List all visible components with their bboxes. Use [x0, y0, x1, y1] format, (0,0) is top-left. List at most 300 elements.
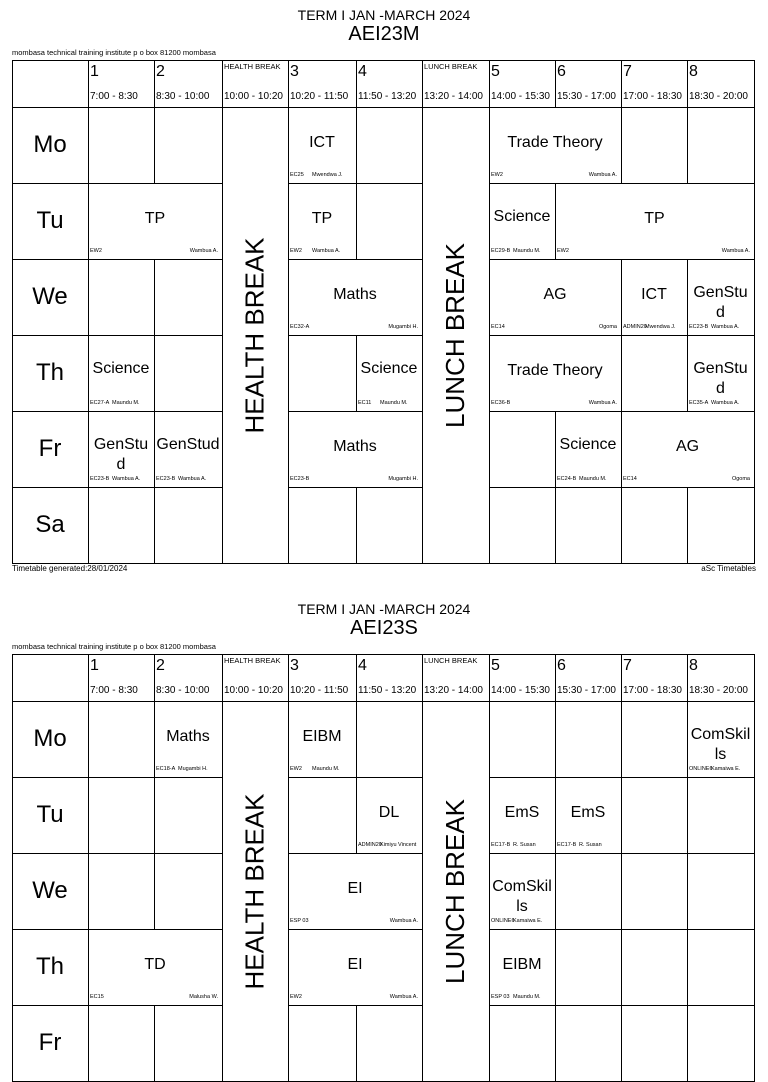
health-break-label — [222, 107, 288, 563]
grid-line — [621, 487, 622, 563]
lesson-subject: EmS — [570, 804, 606, 821]
period-number: 6 — [557, 657, 566, 674]
grid-line — [422, 411, 423, 487]
grid-line — [687, 701, 688, 777]
grid-line — [288, 259, 356, 260]
period-time: 15:30 - 17:00 — [557, 91, 616, 102]
grid-line — [621, 411, 622, 487]
period-header-break: LUNCH BREAK — [424, 656, 478, 665]
lesson-teacher: Ogoma — [731, 476, 750, 482]
grid-line — [222, 107, 223, 183]
break-text: HEALTH BREAK — [239, 236, 270, 434]
lesson-teacher: Mugambi H. — [388, 476, 418, 482]
grid-line — [489, 1005, 490, 1081]
grid-line — [12, 259, 88, 260]
grid-line — [88, 777, 89, 853]
grid-line — [88, 411, 89, 487]
lesson-subject: GenStud — [156, 436, 220, 453]
grid-line — [687, 487, 754, 488]
grid-line — [12, 853, 88, 854]
break-text: HEALTH BREAK — [239, 792, 270, 990]
period-header-break: LUNCH BREAK — [424, 62, 478, 71]
day-label: Th — [35, 953, 64, 980]
lesson-subject: Science — [559, 436, 617, 453]
grid-line — [88, 853, 154, 854]
grid-line — [687, 183, 754, 184]
lesson-teacher: Mugambi H. — [388, 324, 418, 330]
grid-line — [288, 853, 356, 854]
lesson-subject: Trade Theory — [507, 362, 603, 379]
grid-line — [489, 654, 490, 701]
lesson-teacher: Kimiyu Vincent — [380, 842, 417, 848]
grid-line — [621, 929, 687, 930]
grid-line — [154, 335, 155, 411]
grid-line — [12, 60, 13, 564]
lesson-cell[interactable] — [489, 853, 555, 929]
grid-line — [422, 60, 423, 107]
grid-line — [154, 777, 155, 853]
grid-line — [489, 929, 490, 1005]
period-header-break: HEALTH BREAK — [224, 62, 281, 71]
grid-line — [154, 701, 155, 777]
lesson-teacher: Maundu M. — [579, 476, 607, 482]
grid-line — [356, 107, 357, 183]
grid-line — [687, 335, 754, 336]
lesson-cell[interactable] — [288, 259, 422, 335]
day-label: Fr — [38, 1029, 62, 1056]
period-number: 7 — [623, 657, 632, 674]
grid-line — [88, 929, 89, 1005]
day-label: Tu — [36, 207, 64, 234]
grid-line — [12, 654, 13, 1082]
lesson-cell[interactable] — [489, 183, 555, 259]
lesson-cell[interactable] — [288, 107, 356, 183]
grid-line — [288, 1005, 356, 1006]
grid-line — [356, 777, 357, 853]
grid-line — [422, 107, 423, 183]
lesson-cell[interactable] — [489, 929, 555, 1005]
lesson-cell[interactable] — [88, 411, 154, 487]
lesson-cell[interactable] — [154, 411, 222, 487]
grid-line — [489, 335, 490, 411]
lesson-teacher: Wambua A. — [389, 994, 418, 1000]
lesson-room: EC14 — [491, 324, 505, 330]
grid-line — [356, 654, 357, 701]
grid-line — [489, 183, 490, 259]
grid-line — [288, 929, 356, 930]
grid-line — [489, 701, 490, 777]
grid-line — [687, 777, 754, 778]
period-number: 2 — [156, 657, 165, 674]
grid-line — [288, 853, 289, 929]
grid-line — [154, 411, 155, 487]
grid-line — [687, 335, 688, 411]
grid-line — [356, 335, 357, 411]
grid-line — [422, 259, 423, 335]
grid-line — [222, 777, 223, 853]
lesson-subject: Maths — [333, 438, 377, 455]
period-time: 18:30 - 20:00 — [689, 685, 748, 696]
grid-line — [489, 60, 490, 107]
lesson-subject: Science — [92, 360, 150, 377]
grid-line — [356, 929, 422, 930]
grid-line — [88, 259, 154, 260]
period-number: 5 — [491, 63, 500, 80]
period-time: 11:50 - 13:20 — [358, 685, 417, 696]
grid-line — [555, 487, 621, 488]
grid-line — [555, 853, 621, 854]
grid-line — [621, 654, 622, 701]
lesson-cell[interactable] — [489, 777, 555, 853]
grid-line — [88, 487, 154, 488]
lesson-room: ONLINE6 — [491, 918, 515, 924]
lesson-teacher: Wambua A. — [189, 248, 218, 254]
grid-line — [621, 487, 687, 488]
grid-line — [12, 60, 755, 61]
grid-line — [621, 335, 687, 336]
lesson-teacher: R. Susan — [513, 842, 536, 848]
grid-line — [88, 853, 89, 929]
grid-line — [154, 487, 222, 488]
grid-line — [356, 701, 357, 777]
lunch-break-label — [422, 107, 489, 563]
lesson-cell[interactable] — [489, 335, 621, 411]
lesson-cell[interactable] — [288, 701, 356, 777]
lesson-subject: GenStud — [693, 284, 748, 321]
grid-line — [621, 259, 687, 260]
period-number: 1 — [90, 657, 99, 674]
grid-line — [489, 929, 555, 930]
timetable-grid — [12, 60, 755, 564]
grid-line — [687, 929, 754, 930]
grid-line — [12, 487, 88, 488]
grid-line — [621, 1005, 622, 1081]
grid-line — [489, 487, 490, 563]
grid-line — [555, 1005, 621, 1006]
lesson-cell[interactable] — [687, 259, 754, 335]
period-number: 2 — [156, 63, 165, 80]
period-time: 13:20 - 14:00 — [424, 685, 483, 696]
period-time: 17:00 - 18:30 — [623, 91, 682, 102]
grid-line — [555, 1005, 556, 1081]
grid-line — [288, 777, 289, 853]
grid-line — [555, 60, 556, 107]
lesson-subject: ComSkills — [492, 878, 552, 915]
lesson-cell[interactable] — [288, 853, 422, 929]
period-header-break: HEALTH BREAK — [224, 656, 281, 665]
day-label: Fr — [38, 435, 62, 462]
institution-name: mombasa technical training institute p o box 81200 mombasa — [12, 48, 216, 57]
grid-line — [356, 487, 422, 488]
grid-line — [88, 929, 154, 930]
grid-line — [12, 183, 88, 184]
grid-line — [621, 183, 687, 184]
grid-line — [356, 183, 422, 184]
lesson-subject: Maths — [166, 728, 210, 745]
period-time: 8:30 - 10:00 — [156, 91, 210, 102]
lesson-subject: EI — [347, 956, 363, 973]
lesson-cell[interactable] — [88, 929, 222, 1005]
grid-line — [687, 853, 688, 929]
institution-name: mombasa technical training institute p o box 81200 mombasa — [12, 642, 216, 651]
lesson-cell[interactable] — [489, 259, 621, 335]
lesson-cell[interactable] — [288, 929, 422, 1005]
lesson-room: EC27-A — [90, 400, 110, 406]
grid-line — [489, 335, 555, 336]
class-code-title: AEI23S — [350, 617, 418, 639]
grid-line — [12, 411, 88, 412]
grid-line — [88, 335, 154, 336]
period-number: 5 — [491, 657, 500, 674]
grid-line — [288, 701, 289, 777]
grid-line — [555, 487, 556, 563]
grid-line — [154, 335, 222, 336]
day-label: We — [32, 283, 68, 310]
lesson-subject: Trade Theory — [507, 134, 603, 151]
grid-line — [422, 487, 423, 563]
lesson-cell[interactable] — [489, 107, 621, 183]
grid-line — [687, 60, 688, 107]
grid-line — [88, 335, 89, 411]
grid-line — [555, 654, 556, 701]
period-number: 3 — [290, 63, 299, 80]
lesson-teacher: Mwendwa J. — [312, 172, 343, 178]
lesson-subject: TP — [311, 210, 333, 227]
lesson-teacher: R. Susan — [579, 842, 602, 848]
grid-line — [12, 335, 88, 336]
grid-line — [288, 487, 289, 563]
grid-line — [489, 107, 490, 183]
grid-line — [88, 487, 89, 563]
period-time: 13:20 - 14:00 — [424, 91, 483, 102]
grid-line — [687, 107, 688, 183]
lesson-room: EW2 — [90, 248, 102, 254]
grid-line — [154, 777, 222, 778]
lesson-cell[interactable] — [288, 183, 356, 259]
lesson-room: EC17-B — [557, 842, 577, 848]
lesson-room: EC14 — [623, 476, 637, 482]
period-time: 14:00 - 15:30 — [491, 91, 550, 102]
lesson-room: EW2 — [491, 172, 503, 178]
grid-line — [489, 487, 555, 488]
grid-line — [687, 411, 754, 412]
health-break-label — [222, 701, 288, 1081]
lesson-cell[interactable] — [88, 183, 222, 259]
grid-line — [489, 1005, 555, 1006]
grid-line — [555, 259, 621, 260]
grid-line — [154, 259, 222, 260]
grid-line — [489, 183, 555, 184]
lesson-cell[interactable] — [687, 335, 754, 411]
period-time: 8:30 - 10:00 — [156, 685, 210, 696]
lesson-teacher: Wambua A. — [112, 476, 141, 482]
grid-line — [621, 929, 622, 1005]
grid-line — [222, 654, 223, 701]
grid-line — [88, 60, 89, 107]
lesson-cell[interactable] — [356, 335, 422, 411]
grid-line — [88, 183, 89, 259]
grid-line — [621, 411, 687, 412]
lesson-teacher: Wambua A. — [389, 918, 418, 924]
grid-line — [422, 183, 423, 259]
lesson-room: EW2 — [290, 248, 302, 254]
lesson-subject: EIBM — [502, 956, 542, 973]
grid-line — [356, 411, 422, 412]
lesson-subject: GenStud — [693, 360, 748, 397]
day-label: Sa — [35, 511, 65, 538]
grid-line — [154, 107, 155, 183]
lesson-subject: AG — [675, 438, 700, 455]
grid-line — [489, 777, 490, 853]
period-time: 10:00 - 10:20 — [224, 91, 283, 102]
grid-line — [288, 411, 356, 412]
lesson-cell[interactable] — [356, 777, 422, 853]
grid-line — [754, 60, 755, 564]
day-label: Tu — [36, 801, 64, 828]
grid-line — [489, 259, 490, 335]
lesson-cell[interactable] — [288, 411, 422, 487]
grid-line — [356, 335, 422, 336]
lesson-cell[interactable] — [687, 701, 754, 777]
lesson-subject: Science — [493, 208, 551, 225]
period-time: 7:00 - 8:30 — [90, 685, 138, 696]
lesson-cell[interactable] — [555, 777, 621, 853]
grid-line — [621, 335, 622, 411]
lesson-room: EC32-A — [290, 324, 310, 330]
grid-line — [154, 853, 222, 854]
lesson-teacher: Maundu M. — [312, 766, 340, 772]
grid-line — [489, 259, 555, 260]
grid-line — [489, 853, 490, 929]
grid-line — [12, 929, 88, 930]
grid-line — [288, 777, 356, 778]
lesson-teacher: Maundu M. — [112, 400, 140, 406]
grid-line — [555, 183, 621, 184]
grid-line — [356, 1005, 357, 1081]
lesson-teacher: Wambua A. — [312, 248, 341, 254]
grid-line — [555, 929, 621, 930]
lesson-room: EC23-B — [90, 476, 110, 482]
grid-line — [222, 183, 223, 259]
grid-line — [687, 487, 688, 563]
lesson-subject: ICT — [309, 134, 335, 151]
lesson-room: ESP 03 — [290, 918, 309, 924]
lesson-teacher: Wambua A. — [711, 400, 740, 406]
grid-line — [356, 183, 357, 259]
grid-line — [687, 1005, 688, 1081]
lesson-room: ADMIN20 — [623, 324, 647, 330]
lesson-cell[interactable] — [555, 183, 754, 259]
grid-line — [222, 487, 223, 563]
grid-line — [12, 701, 754, 702]
grid-line — [555, 411, 556, 487]
grid-line — [288, 60, 289, 107]
grid-line — [489, 853, 555, 854]
period-time: 14:00 - 15:30 — [491, 685, 550, 696]
grid-line — [621, 701, 622, 777]
lesson-room: EW2 — [290, 994, 302, 1000]
grid-line — [687, 1005, 754, 1006]
grid-line — [621, 60, 622, 107]
grid-line — [88, 1005, 154, 1006]
lesson-teacher: Maundu M. — [513, 994, 541, 1000]
lesson-room: EC29-B — [491, 248, 511, 254]
grid-line — [687, 654, 688, 701]
grid-line — [288, 183, 356, 184]
lesson-teacher: Kamaiwa E. — [711, 766, 741, 772]
grid-line — [621, 1005, 687, 1006]
grid-line — [154, 487, 155, 563]
lesson-teacher: Wambua A. — [588, 400, 617, 406]
lesson-cell[interactable] — [621, 259, 687, 335]
term-title: TERM I JAN -MARCH 2024 — [297, 601, 471, 617]
grid-line — [288, 411, 289, 487]
grid-line — [154, 60, 155, 107]
lesson-subject: EI — [347, 880, 363, 897]
lesson-subject: DL — [378, 804, 400, 821]
grid-line — [754, 654, 755, 1082]
lesson-room: ADMIN20 — [358, 842, 382, 848]
lesson-room: EC23-B — [290, 476, 310, 482]
grid-line — [222, 60, 223, 107]
lesson-room: EW2 — [290, 766, 302, 772]
grid-line — [422, 853, 423, 929]
lesson-teacher: Mugambi H. — [178, 766, 208, 772]
grid-line — [555, 853, 556, 929]
grid-line — [621, 777, 622, 853]
lesson-room: EC23-B — [689, 324, 709, 330]
lesson-cell[interactable] — [555, 411, 621, 487]
grid-line — [88, 701, 89, 777]
lesson-cell[interactable] — [154, 701, 222, 777]
grid-line — [422, 777, 423, 853]
period-number: 7 — [623, 63, 632, 80]
grid-line — [555, 183, 556, 259]
lesson-teacher: Wambua A. — [711, 324, 740, 330]
grid-line — [621, 107, 622, 183]
lesson-teacher: Malusha W. — [189, 994, 218, 1000]
lesson-room: ONLINE6 — [689, 766, 713, 772]
grid-line — [222, 929, 223, 1005]
grid-line — [356, 60, 357, 107]
grid-line — [154, 1005, 155, 1081]
grid-line — [222, 701, 223, 777]
grid-line — [621, 777, 687, 778]
grid-line — [154, 411, 222, 412]
lesson-teacher: Maundu M. — [380, 400, 408, 406]
grid-line — [88, 259, 89, 335]
grid-line — [288, 1005, 289, 1081]
lesson-cell[interactable] — [621, 411, 754, 487]
lesson-cell[interactable] — [88, 335, 154, 411]
grid-line — [422, 654, 423, 701]
break-text: LUNCH BREAK — [440, 242, 470, 428]
period-number: 4 — [358, 657, 367, 674]
grid-line — [422, 701, 423, 777]
grid-line — [288, 487, 356, 488]
lesson-subject: EmS — [504, 804, 540, 821]
grid-line — [154, 929, 222, 930]
lesson-subject: ICT — [641, 286, 667, 303]
grid-line — [356, 487, 357, 563]
grid-line — [88, 183, 154, 184]
period-number: 6 — [557, 63, 566, 80]
grid-line — [222, 1005, 223, 1081]
lesson-teacher: Ogoma — [598, 324, 617, 330]
grid-line — [222, 259, 223, 335]
grid-line — [12, 654, 755, 655]
period-number: 4 — [358, 63, 367, 80]
